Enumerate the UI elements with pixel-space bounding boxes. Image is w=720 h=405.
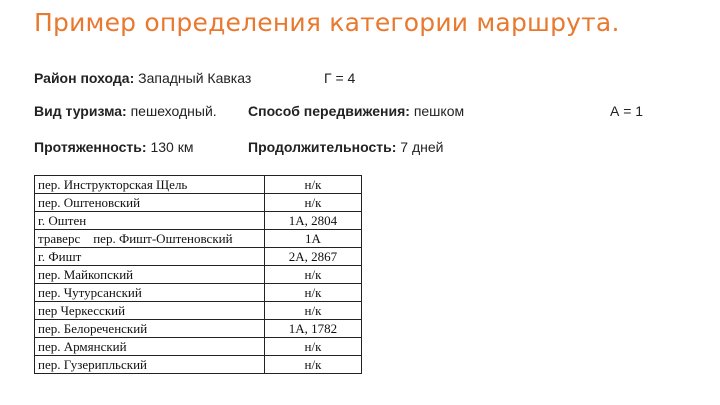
a-coefficient: А = 1: [610, 103, 644, 119]
region-value: Западный Кавказ: [138, 70, 252, 86]
length-label: Протяженность:: [34, 139, 147, 155]
table-row: [35, 284, 362, 302]
slide-title: Пример определения категории маршрута.: [34, 8, 620, 37]
obstacle-category: 1А, 1782: [265, 320, 362, 338]
obstacle-name: г. Фишт: [35, 248, 265, 266]
length-line: [34, 139, 193, 155]
table-row: [35, 356, 362, 374]
obstacle-category: н/к: [265, 302, 362, 320]
travel-method-label: Способ передвижения:: [248, 103, 410, 119]
obstacle-name: пер. Армянский: [35, 338, 265, 356]
tourism-type-label: Вид туризма:: [34, 103, 127, 119]
region-label: Район похода:: [34, 70, 135, 86]
obstacle-category: н/к: [265, 194, 362, 212]
table-row: [35, 212, 362, 230]
obstacle-category: 1А, 2804: [265, 212, 362, 230]
g-coefficient: Г = 4: [324, 70, 356, 86]
duration-line: [248, 139, 443, 155]
obstacle-name: пер Черкесский: [35, 302, 265, 320]
table-row: [35, 320, 362, 338]
obstacle-name: пер. Оштеновский: [35, 194, 265, 212]
obstacle-name: пер. Белореченский: [35, 320, 265, 338]
region-line: [34, 70, 251, 86]
table-row: [35, 248, 362, 266]
obstacle-category: н/к: [265, 356, 362, 374]
obstacle-category: н/к: [265, 266, 362, 284]
obstacle-name: пер. Гузерипльский: [35, 356, 265, 374]
obstacle-category: н/к: [265, 176, 362, 194]
table-row: [35, 230, 362, 248]
table-row: [35, 302, 362, 320]
duration-value: 7 дней: [400, 139, 444, 155]
table-row: [35, 338, 362, 356]
duration-label: Продолжительность:: [248, 139, 397, 155]
length-value: 130 км: [150, 139, 194, 155]
table-row: [35, 176, 362, 194]
obstacle-name: траверс пер. Фишт-Оштеновский: [35, 230, 265, 248]
obstacle-category: н/к: [265, 284, 362, 302]
table-row: [35, 266, 362, 284]
route-obstacles-table: [34, 175, 362, 374]
obstacle-name: г. Оштен: [35, 212, 265, 230]
obstacle-category: 2А, 2867: [265, 248, 362, 266]
table-row: [35, 194, 362, 212]
obstacle-name: пер. Майкопский: [35, 266, 265, 284]
tourism-type-value: пешеходный.: [130, 103, 217, 119]
tourism-type-line: [34, 103, 217, 119]
obstacle-name: пер. Чутурсанский: [35, 284, 265, 302]
obstacle-category: н/к: [265, 338, 362, 356]
travel-method-line: [248, 103, 464, 119]
travel-method-value: пешком: [413, 103, 465, 119]
obstacle-name: пер. Инструкторская Щель: [35, 176, 265, 194]
obstacle-category: 1А: [265, 230, 362, 248]
